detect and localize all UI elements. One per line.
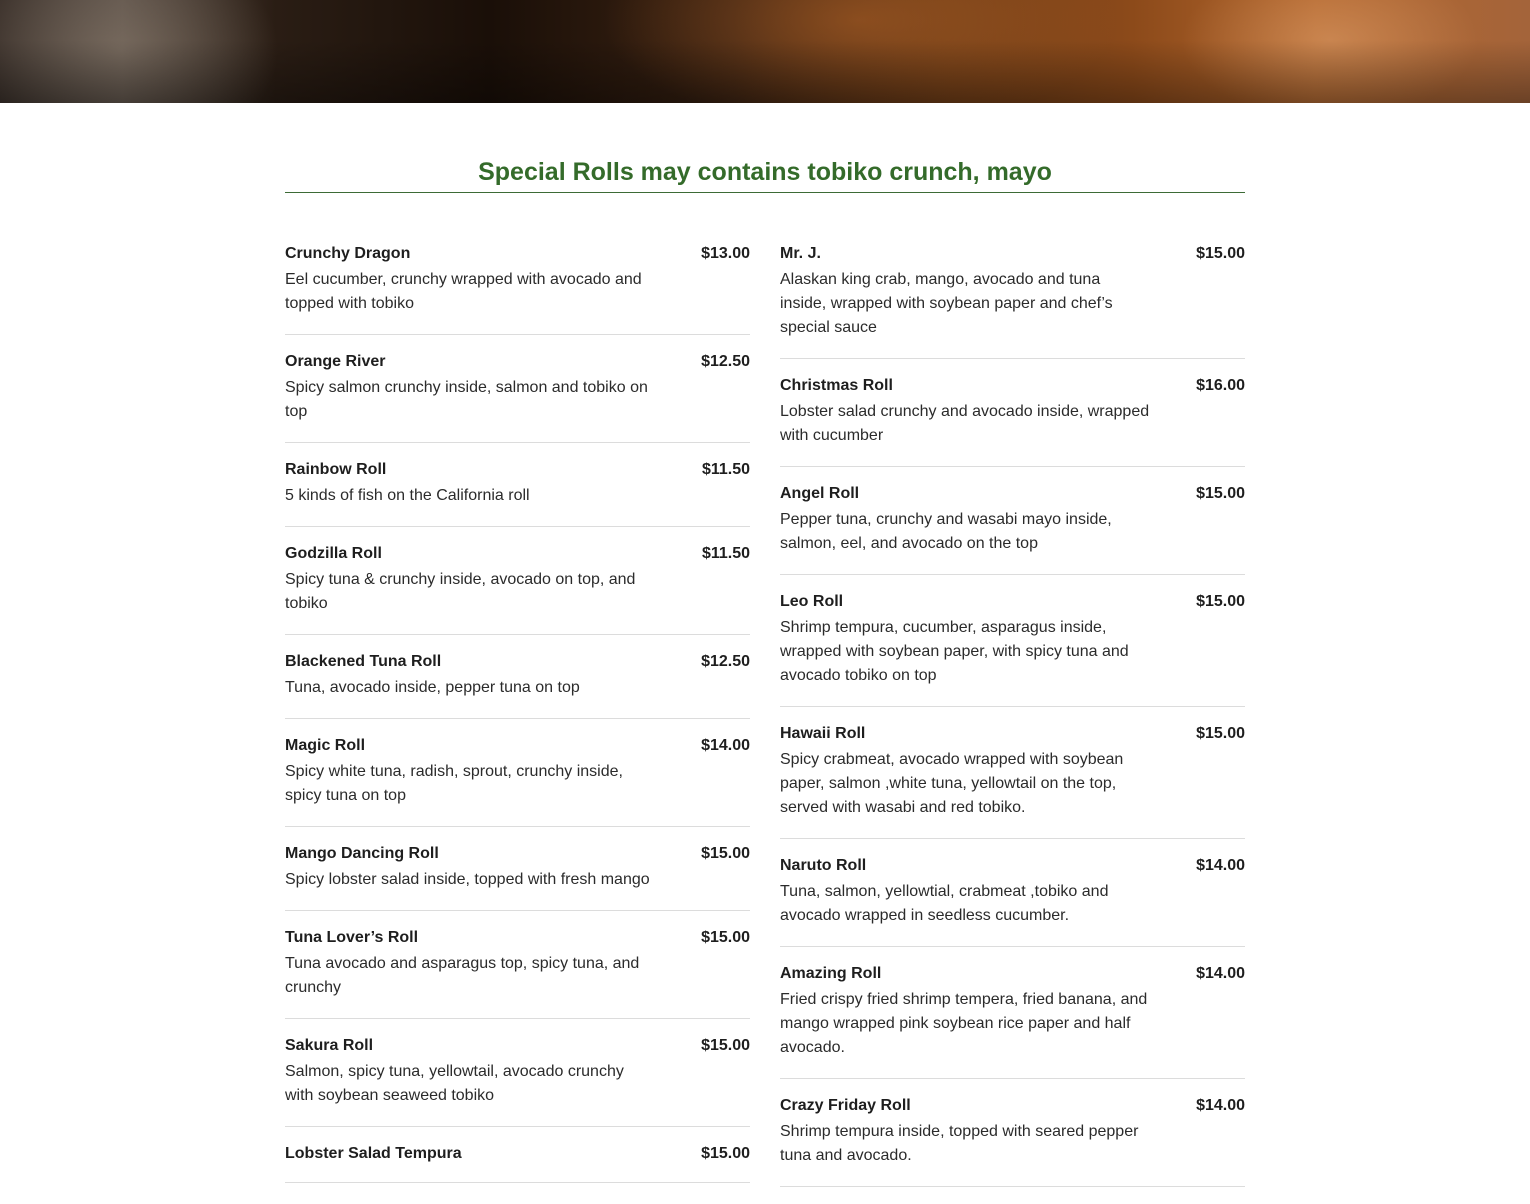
menu-item-price: $15.00 [701,929,750,946]
menu-item-header [780,484,1245,504]
menu-item-header [285,460,750,480]
menu-item-name: Hawaii Roll [780,725,866,742]
menu-item-name: Leo Roll [780,593,844,610]
menu-item [285,544,750,635]
menu-item [780,856,1245,947]
hero-banner [0,0,1530,103]
menu-item-description: Spicy white tuna, radish, sprout, crunchy inside, spicy tuna on top [285,763,623,804]
menu-item-description: Spicy tuna & crunchy inside, avocado on top, and tobiko [285,571,636,612]
menu-item [285,736,750,827]
menu-item-description: Spicy lobster salad inside, topped with fresh mango [285,871,650,888]
menu-item-price: $11.50 [701,461,750,478]
menu-item [780,964,1245,1079]
menu-item [285,928,750,1019]
menu-item-price: $14.00 [1196,857,1245,874]
menu-item-description: Lobster salad crunchy and avocado inside, wrapped with cucumber [780,403,1150,444]
menu-item-header [285,844,750,864]
menu-item [780,592,1245,707]
menu-item [780,244,1245,359]
menu-item [285,460,750,527]
menu-item [285,1036,750,1127]
menu-item-price: $16.00 [1196,377,1245,394]
menu-item-name: Angel Roll [780,485,860,502]
menu-item-price: $15.00 [1196,245,1245,262]
menu-item-header [285,928,750,948]
menu-item-description: Salmon, spicy tuna, yellowtail, avocado crunchy with soybean seaweed tobiko [285,1063,624,1104]
menu-item-price: $11.50 [701,545,750,562]
menu-item-description: Spicy crabmeat, avocado wrapped with soybean paper, salmon ,white tuna, yellowtail on the top, served with wasabi and red tobiko. [780,751,1124,816]
menu-item-name: Godzilla Roll [285,545,382,562]
menu-item-price: $14.00 [1196,1097,1245,1114]
menu-item [780,376,1245,467]
menu-item-name: Rainbow Roll [285,461,387,478]
menu-item-name: Magic Roll [285,737,366,754]
menu-item-description: Fried crispy fried shrimp tempera, fried banana, and mango wrapped pink soybean rice paper and half avocado. [780,991,1148,1056]
menu-item-header [780,244,1245,264]
menu-item-price: $12.50 [701,353,750,370]
menu-item [285,352,750,443]
menu-item-header [285,1036,750,1056]
menu-item-description: Shrimp tempura inside, topped with seared pepper tuna and avocado. [780,1123,1139,1164]
menu-item-name: Christmas Roll [780,377,893,394]
menu-column-left [285,244,750,1200]
menu-item [285,244,750,335]
menu-item-price: $15.00 [1196,593,1245,610]
menu-item-name: Amazing Roll [780,965,882,982]
section-title: Special Rolls may contains tobiko crunch, mayo [285,152,1245,193]
menu-item [285,652,750,719]
menu-item-description: Tuna, avocado inside, pepper tuna on top [285,679,580,696]
menu-item-name: Sakura Roll [285,1037,374,1054]
menu-item-name: Blackened Tuna Roll [285,653,442,670]
menu-item-header [780,964,1245,984]
menu-item-price: $15.00 [701,1145,750,1162]
menu-item-description: Spicy salmon crunchy inside, salmon and tobiko on top [285,379,648,420]
menu-item-description: Eel cucumber, crunchy wrapped with avocado and topped with tobiko [285,271,642,312]
menu-item-price: $15.00 [1196,725,1245,742]
menu-item-header [285,1144,750,1164]
menu-item-header [780,592,1245,612]
menu-item-description: 5 kinds of fish on the California roll [285,487,530,504]
menu-item-name: Orange River [285,353,386,370]
menu-item-header [780,724,1245,744]
menu-item-description: Tuna, salmon, yellowtial, crabmeat ,tobiko and avocado wrapped in seedless cucumber. [780,883,1109,924]
menu-item-price: $14.00 [1196,965,1245,982]
menu-item-price: $15.00 [1196,485,1245,502]
menu-item-price: $12.50 [701,653,750,670]
menu-item-description: Tuna avocado and asparagus top, spicy tuna, and crunchy [285,955,640,996]
menu-item-name: Mango Dancing Roll [285,845,439,862]
menu-item-header [285,352,750,372]
menu-item-header [780,1096,1245,1116]
menu-item-header [780,856,1245,876]
hero-banner-shade [0,40,1530,103]
menu-item-description: Shrimp tempura, cucumber, asparagus inside, wrapped with soybean paper, with spicy tuna and avocado tobiko on top [780,619,1129,684]
menu-item-name: Crazy Friday Roll [780,1097,911,1114]
menu-item-header [285,244,750,264]
menu-item-price: $14.00 [701,737,750,754]
menu-item-name: Tuna Lover’s Roll [285,929,419,946]
menu-item [780,1096,1245,1187]
menu-item-header [285,652,750,672]
menu-column-right [780,244,1245,1204]
menu-item-header [285,736,750,756]
menu-item-name: Crunchy Dragon [285,245,411,262]
menu-item-name: Mr. J. [780,245,821,262]
menu-item-name: Lobster Salad Tempura [285,1145,462,1162]
menu-item-price: $13.00 [701,245,750,262]
menu-item-description: Pepper tuna, crunchy and wasabi mayo inside, salmon, eel, and avocado on the top [780,511,1112,552]
menu-item-price: $15.00 [701,845,750,862]
menu-item [285,1144,750,1183]
menu-item [285,844,750,911]
menu-item [780,724,1245,839]
menu-item-description: Alaskan king crab, mango, avocado and tuna inside, wrapped with soybean paper and chef’s special sauce [780,271,1113,336]
menu-item-header [285,544,750,564]
menu-item-price: $15.00 [701,1037,750,1054]
menu-item [780,484,1245,575]
menu-item-header [780,376,1245,396]
menu-item-name: Naruto Roll [780,857,867,874]
